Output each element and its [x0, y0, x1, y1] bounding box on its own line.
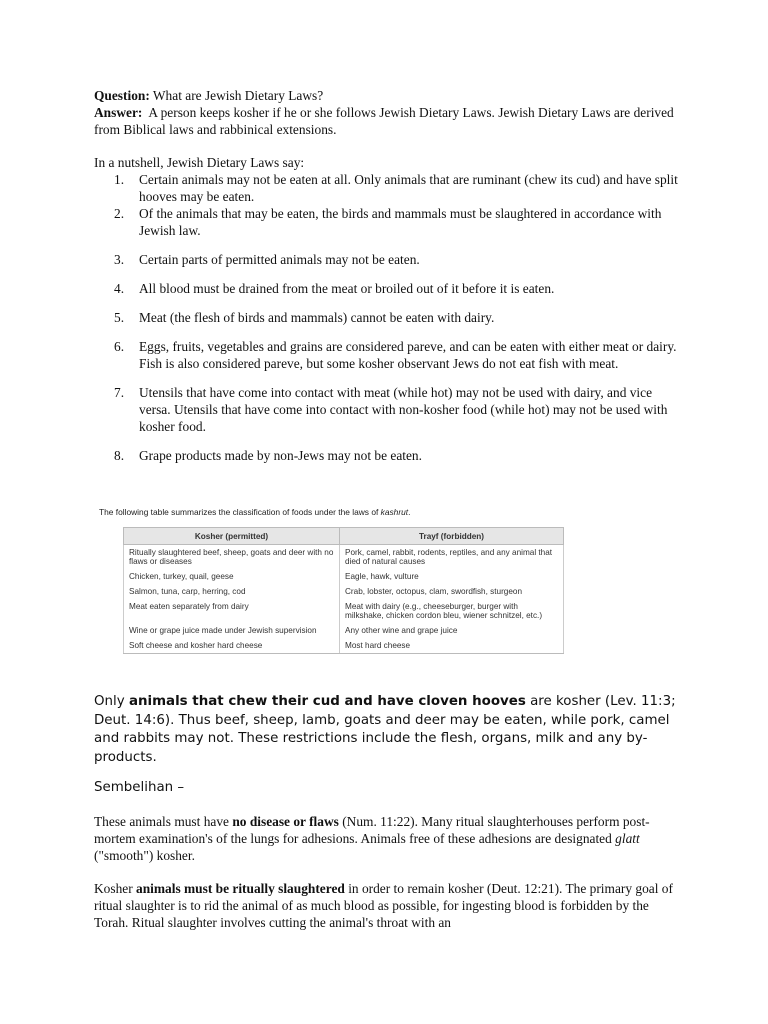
- table-cell: Salmon, tuna, carp, herring, cod: [124, 584, 340, 599]
- table-row: [124, 584, 564, 599]
- list-item-text: Of the animals that may be eaten, the birds and mammals must be slaughtered in accordance with Jewish law.: [139, 206, 662, 238]
- list-spacer: [94, 297, 684, 309]
- table-caption: [99, 507, 499, 517]
- question-text: What are Jewish Dietary Laws?: [149, 88, 324, 103]
- paragraph-text: ("smooth") kosher.: [94, 848, 195, 863]
- table-cell: Chicken, turkey, quail, geese: [124, 569, 340, 584]
- table-row: [124, 545, 564, 570]
- answer-text: A person keeps kosher if he or she follows Jewish Dietary Laws. Jewish Dietary Laws are derived from Biblical laws and rabbinical extensions.: [94, 105, 678, 137]
- table-row: [124, 599, 564, 623]
- table-cell: Meat with dairy (e.g., cheeseburger, burger with milkshake, chicken cordon bleu, wiener schnitzel, etc.): [340, 599, 564, 623]
- paragraph-text: are kosher (Lev. 11:3; Deut. 14:6). Thus beef, sheep, lamb, goats and deer may be eaten, while pork, camel and rabbits may not. These restrictions include the flesh, organs, milk and any by-products.: [94, 694, 676, 765]
- intro-line: In a nutshell, Jewish Dietary Laws say:: [94, 155, 305, 170]
- table-cell: Meat eaten separately from dairy: [124, 599, 340, 623]
- table-row: [124, 638, 564, 654]
- list-spacer: [94, 372, 684, 384]
- list-item-text: All blood must be drained from the meat or broiled out of it before it is eaten.: [139, 281, 555, 296]
- list-item-number: 1.: [114, 172, 125, 187]
- table-caption-prefix: The following table summarizes the classification of foods under the laws of: [99, 507, 381, 517]
- paragraph-text: These animals must have: [94, 814, 233, 829]
- table-caption-suffix: .: [408, 507, 411, 517]
- list-item-text: Utensils that have come into contact with meat (while hot) may not be used with dairy, and vice versa. Utensils that have come into contact with non-kosher food (while hot) may not be used with kosher food.: [139, 385, 668, 434]
- list-item: [94, 384, 684, 435]
- paragraph-bold-text: animals must be ritually slaughtered: [136, 881, 345, 896]
- table-cell: Crab, lobster, octopus, clam, swordfish, sturgeon: [340, 584, 564, 599]
- paragraph-bold-text: no disease or flaws: [232, 814, 339, 829]
- paragraph-text: (Num. 11:22). Many ritual slaughterhouses perform post-mortem examination's of the lungs for adhesions. Animals free of these adhesions are designated: [94, 814, 650, 846]
- question-answer-block: [94, 87, 684, 138]
- list-item: [94, 447, 684, 464]
- paragraph-text: Only: [94, 694, 129, 709]
- table-row: [124, 569, 564, 584]
- table-cell: Most hard cheese: [340, 638, 564, 654]
- question-label: Question:: [94, 88, 150, 103]
- slaughter-paragraph: [94, 880, 684, 931]
- list-spacer: [94, 268, 684, 280]
- table-header-row: [124, 528, 564, 545]
- list-item-text: Meat (the flesh of birds and mammals) cannot be eaten with dairy.: [139, 310, 495, 325]
- sembelihan-heading: Sembelihan –: [94, 780, 185, 795]
- list-item: [94, 309, 684, 326]
- cloven-hooves-paragraph: [94, 693, 684, 767]
- list-item: [94, 205, 684, 239]
- table-cell: Wine or grape juice made under Jewish supervision: [124, 623, 340, 638]
- list-item-number: 2.: [114, 206, 125, 221]
- list-item-number: 4.: [114, 281, 125, 296]
- disease-paragraph: [94, 813, 684, 864]
- list-item: [94, 280, 684, 297]
- column-header-kosher: Kosher (permitted): [124, 528, 340, 545]
- list-item: [94, 338, 684, 372]
- table-cell: Pork, camel, rabbit, rodents, reptiles, and any animal that died of natural causes: [340, 545, 564, 570]
- list-item-number: 7.: [114, 385, 125, 400]
- list-item-text: Certain animals may not be eaten at all. Only animals that are ruminant (chew its cud) and have split hooves may be eaten.: [139, 172, 678, 204]
- paragraph-italic-text: glatt: [615, 831, 640, 846]
- list-item-text: Grape products made by non-Jews may not be eaten.: [139, 448, 422, 463]
- table-cell: Ritually slaughtered beef, sheep, goats and deer with no flaws or diseases: [124, 545, 340, 570]
- list-item-text: Certain parts of permitted animals may not be eaten.: [139, 252, 420, 267]
- list-item-number: 6.: [114, 339, 125, 354]
- question-line: [94, 87, 684, 104]
- list-item: [94, 171, 684, 205]
- table-row: [124, 623, 564, 638]
- paragraph-text: in order to remain kosher (Deut. 12:21). The primary goal of ritual slaughter is to rid the animal of as much blood as possible, for ingesting blood is forbidden by the Torah. Ritual slaughter involves cutting the animal's throat with an: [94, 881, 673, 930]
- list-spacer: [94, 435, 684, 447]
- table-caption-term: kashrut: [380, 507, 409, 517]
- table-cell: Soft cheese and kosher hard cheese: [124, 638, 340, 654]
- list-item-number: 5.: [114, 310, 125, 325]
- paragraph-bold-text: animals that chew their cud and have cloven hooves: [128, 694, 526, 709]
- list-spacer: [94, 326, 684, 338]
- table-cell: Any other wine and grape juice: [340, 623, 564, 638]
- answer-line: [94, 104, 684, 138]
- list-spacer: [94, 239, 684, 251]
- list-item-text: Eggs, fruits, vegetables and grains are considered pareve, and can be eaten with either meat or dairy. Fish is also considered pareve, but some kosher observant Jews do not eat fish with meat.: [139, 339, 677, 371]
- column-header-trayf: Trayf (forbidden): [340, 528, 564, 545]
- kashrut-table: [123, 527, 564, 654]
- answer-label: Answer:: [94, 105, 143, 120]
- list-item: [94, 251, 684, 268]
- dietary-laws-list: [94, 171, 684, 464]
- list-item-number: 3.: [114, 252, 125, 267]
- table-cell: Eagle, hawk, vulture: [340, 569, 564, 584]
- paragraph-text: Kosher: [94, 881, 137, 896]
- list-item-number: 8.: [114, 448, 125, 463]
